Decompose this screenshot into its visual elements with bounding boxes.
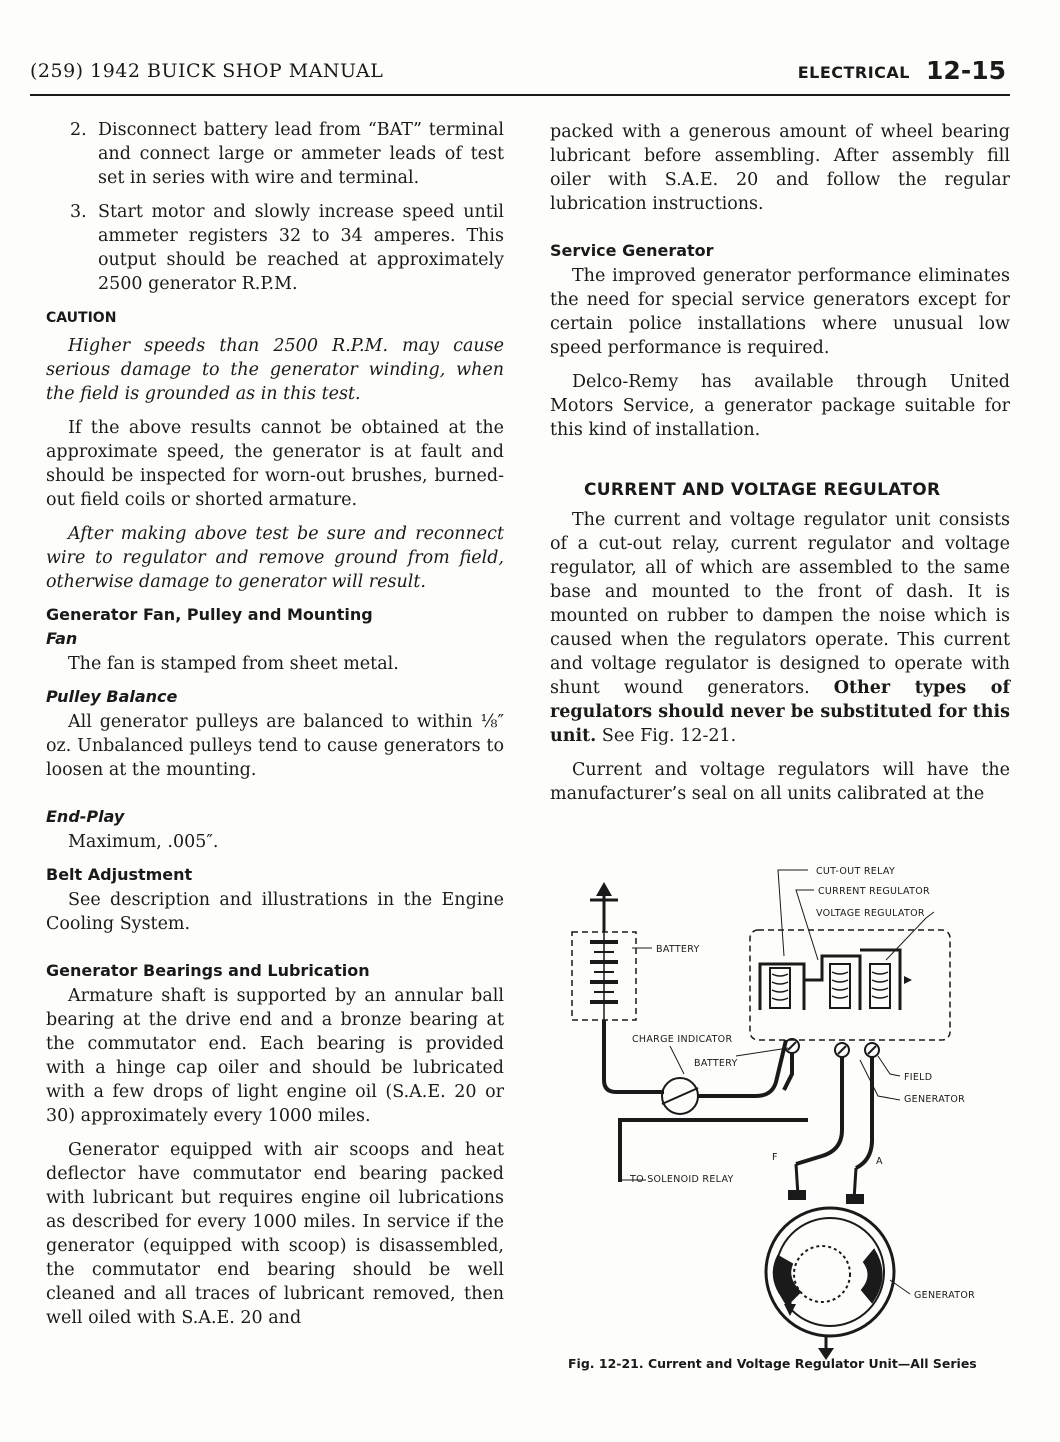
regulator-text xyxy=(550,508,1010,748)
end-play-text: Maximum, .005″. xyxy=(68,832,219,852)
right-column xyxy=(550,120,1010,816)
bearings-text: Armature shaft is supported by an annular ball bearing at the drive end and a bronze bearing at the commutator end. Each bearing is provided with a hinge cap oiler and should be lubricated with a few drops of light engine oil (S.A.E. 20 or 30) approximately every 1000 miles. xyxy=(46,986,504,1126)
heading-fan-pulley-mounting: Generator Fan, Pulley and Mounting xyxy=(46,605,373,624)
caution-label: CAUTION xyxy=(46,310,117,326)
fault-paragraph: If the above results cannot be obtained at the approximate speed, the generator is at fault and should be inspected for worn-out brushes, burned-out field coils or shorted armature. xyxy=(46,418,504,510)
header-title: (259) 1942 BUICK SHOP MANUAL xyxy=(30,60,384,82)
wiring-diagram xyxy=(560,860,1000,1360)
heading-service-generator: Service Generator xyxy=(550,241,714,260)
heading-bearings-lubrication: Generator Bearings and Lubrication xyxy=(46,961,370,980)
regulator-warning: Other types of regulators should never be substituted for this unit. xyxy=(550,678,1010,746)
label-generator: GENERATOR xyxy=(914,1290,976,1301)
label-field: FIELD xyxy=(904,1072,933,1083)
step-number: 3. xyxy=(70,202,87,222)
label-generator-terminal: GENERATOR xyxy=(904,1094,966,1105)
label-cutout-relay: CUT-OUT RELAY xyxy=(816,866,896,877)
label-charge-indicator: CHARGE INDICATOR xyxy=(632,1034,733,1045)
belt-text: See description and illustrations in the Engine Cooling System. xyxy=(46,890,504,934)
label-a-terminal: A xyxy=(876,1156,883,1167)
delco-text: Delco-Remy has available through United Motors Service, a generator package suitable for this kind of installation. xyxy=(550,372,1010,440)
heading-regulator: CURRENT AND VOLTAGE REGULATOR xyxy=(584,480,941,500)
step-text: Disconnect battery lead from “BAT” terminal and connect large or ammeter leads of test set in series with wire and terminal. xyxy=(98,120,504,188)
regulator-wiring-figure xyxy=(560,860,1000,1360)
label-battery-terminal: BATTERY xyxy=(694,1058,738,1069)
step-number: 2. xyxy=(70,120,87,140)
left-column xyxy=(46,118,504,1340)
step-2 xyxy=(46,118,504,190)
page-number: 12-15 xyxy=(926,56,1006,85)
seal-text: Current and voltage regulators will have the manufacturer’s seal on all units calibrated at the xyxy=(550,760,1010,804)
fan-text: The fan is stamped from sheet metal. xyxy=(68,654,399,674)
heading-belt-adjustment: Belt Adjustment xyxy=(46,865,193,884)
caution-text: Higher speeds than 2500 R.P.M. may cause serious damage to the generator winding, when the field is grounded as in this test. xyxy=(46,336,504,404)
continued-text: packed with a generous amount of wheel bearing lubricant before assembling. After assembly fill oiler with S.A.E. 20 and follow the regular lubrication instructions. xyxy=(550,122,1010,214)
step-text: Start motor and slowly increase speed until ammeter registers 32 to 34 amperes. This output should be reached at approximately 2500 generator R.P.M. xyxy=(98,202,504,294)
label-to-solenoid-relay: TO SOLENOID RELAY xyxy=(630,1174,734,1185)
figure-caption: Fig. 12-21. Current and Voltage Regulator Unit—All Series xyxy=(568,1356,977,1371)
regulator-text-a: The current and voltage regulator unit consists of a cut-out relay, current regulator and voltage regulator, all of which are assembled to the same base and mounted to the front of dash. It is mounted on rubber to dampen the noise which is caused when the regulators operate. This current and voltage regulator is designed to operate with shunt wound generators. xyxy=(550,510,1010,698)
heading-fan: Fan xyxy=(46,629,78,648)
label-battery: BATTERY xyxy=(656,944,700,955)
pulley-text: All generator pulleys are balanced to within ⅛″ oz. Unbalanced pulleys tend to cause generators to loosen at the mounting. xyxy=(46,712,504,780)
scoops-text: Generator equipped with air scoops and heat deflector have commutator end bearing packed with lubricant but requires engine oil lubrications as described for every 1000 miles. In service if the generator (equipped with scoop) is disassembled, the commutator end bearing should be well cleaned and all traces of lubricant removed, then well oiled with S.A.E. 20 and xyxy=(46,1140,504,1328)
reconnect-paragraph: After making above test be sure and reconnect wire to regulator and remove ground from field, otherwise damage to generator will result. xyxy=(46,524,504,592)
page-header xyxy=(30,56,1010,96)
label-voltage-regulator: VOLTAGE REGULATOR xyxy=(816,908,925,919)
label-f-terminal: F xyxy=(772,1152,778,1163)
label-current-regulator: CURRENT REGULATOR xyxy=(818,886,930,897)
heading-pulley-balance: Pulley Balance xyxy=(46,687,178,706)
service-text: The improved generator performance eliminates the need for special service generators except for certain police installations where unusual low speed performance is required. xyxy=(550,266,1010,358)
regulator-text-b: See Fig. 12-21. xyxy=(596,726,737,746)
step-3 xyxy=(46,200,504,296)
heading-end-play: End-Play xyxy=(46,807,125,826)
header-section: ELECTRICAL xyxy=(797,63,910,82)
